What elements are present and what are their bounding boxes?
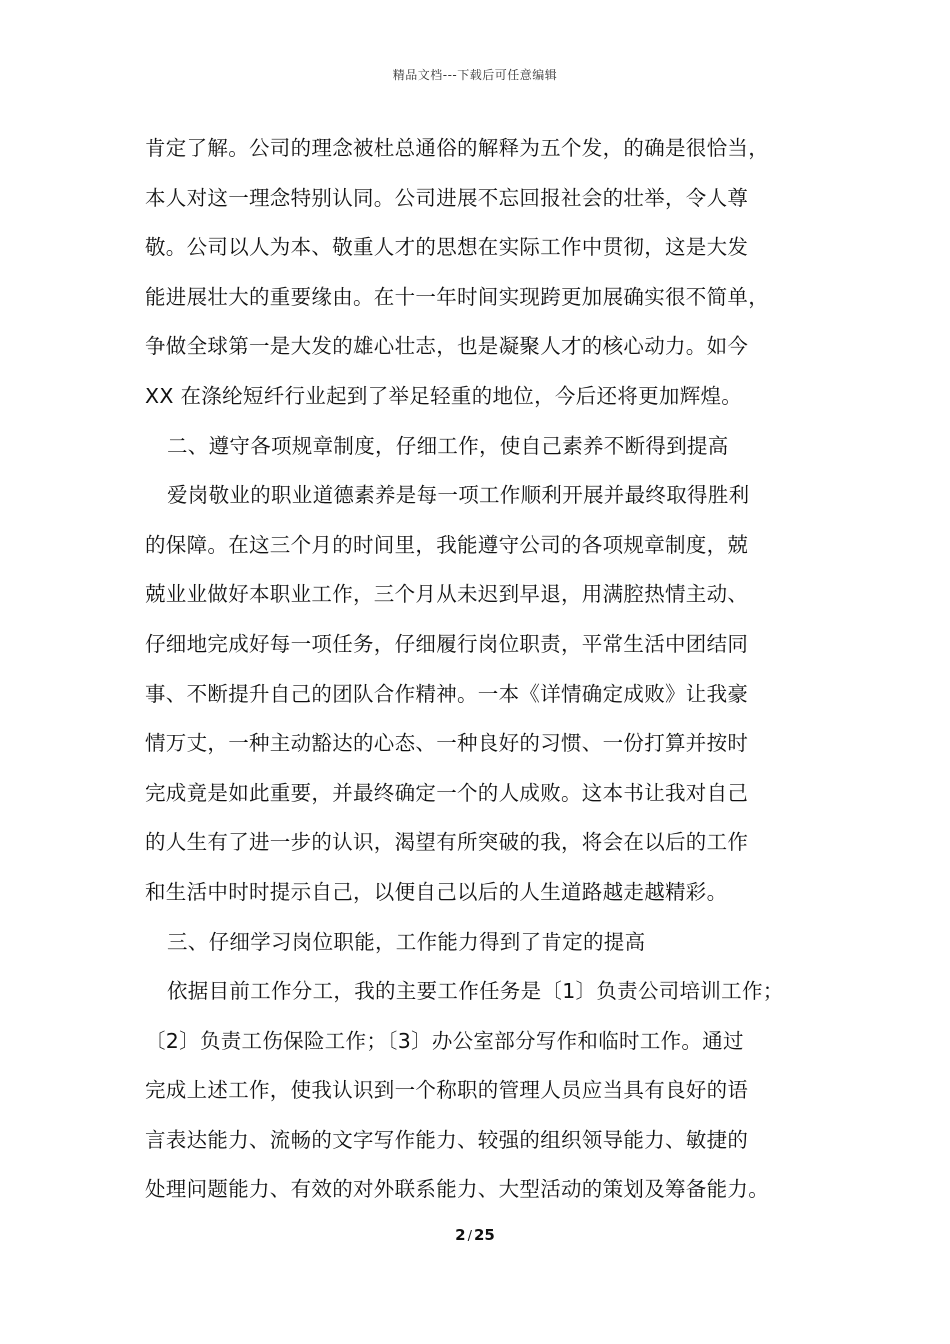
page-separator: / (467, 1229, 472, 1244)
text-line: 言表达能力、流畅的文字写作能力、较强的组织领导能力、敏捷的 (145, 1127, 749, 1152)
text-line: 的人生有了进一步的认识，渴望有所突破的我，将会在以后的工作 (145, 830, 749, 855)
text-line: 〔2〕负责工伤保险工作；〔3〕办公室部分写作和临时工作。通过 (145, 1028, 744, 1053)
text-line: 仔细地完成好每一项任务，仔细履行岗位职责，平常生活中团结同 (145, 631, 749, 656)
text-line: 敬。公司以人为本、敬重人才的思想在实际工作中贯彻，这是大发 (145, 235, 749, 260)
text-line: 完成竟是如此重要，并最终确定一个的人成败。这本书让我对自己 (145, 780, 749, 805)
page-total: 25 (473, 1226, 495, 1244)
page-current: 2 (455, 1226, 466, 1244)
page-number (0, 1226, 950, 1244)
text-line: 兢业业做好本职业工作，三个月从未迟到早退，用满腔热情主动、 (145, 582, 749, 607)
text-line: 依据目前工作分工，我的主要工作任务是〔1〕负责公司培训工作； (167, 979, 784, 1004)
text-line: 事、不断提升自己的团队合作精神。一本《详情确定成败》让我豪 (145, 681, 749, 706)
text-line: 本人对这一理念特别认同。公司进展不忘回报社会的壮举，令人尊 (145, 185, 749, 210)
text-line: 的保障。在这三个月的时间里，我能遵守公司的各项规章制度，兢 (145, 532, 749, 557)
section-heading: 二、遵守各项规章制度，仔细工作，使自己素养不断得到提高 (167, 433, 729, 458)
text-line: 处理问题能力、有效的对外联系能力、大型活动的策划及筹备能力。 (145, 1177, 769, 1202)
text-line: 能进展壮大的重要缘由。在十一年时间实现跨更加展确实很不简单， (145, 284, 769, 309)
text-line: XX 在涤纶短纤行业起到了举足轻重的地位，今后还将更加辉煌。 (145, 383, 743, 408)
text-line: 争做全球第一是大发的雄心壮志，也是凝聚人才的核心动力。如今 (145, 334, 749, 359)
text-line: 肯定了解。公司的理念被杜总通俗的解释为五个发，的确是很恰当， (145, 136, 769, 160)
text-line: 完成上述工作，使我认识到一个称职的管理人员应当具有良好的语 (145, 1078, 749, 1103)
section-heading: 三、仔细学习岗位职能，工作能力得到了肯定的提高 (167, 929, 646, 954)
body-text (145, 128, 825, 1219)
text-line: 和生活中时时提示自己，以便自己以后的人生道路越走越精彩。 (145, 879, 728, 904)
text-line: 情万丈，一种主动豁达的心态、一种良好的习惯、一份打算并按时 (145, 731, 749, 756)
text-line: 爱岗敬业的职业道德素养是每一项工作顺利开展并最终取得胜利 (167, 483, 750, 508)
page-header: 精品文档---下载后可任意编辑 (392, 68, 558, 82)
